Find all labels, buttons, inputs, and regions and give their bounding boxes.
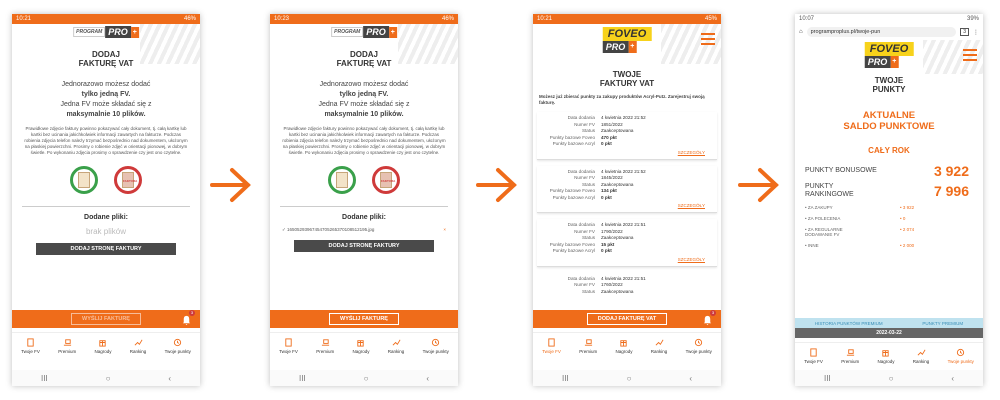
- browser-bar: [795, 24, 983, 40]
- screen-add-invoice-with-file: [270, 14, 458, 386]
- invoice-icon: [26, 338, 35, 347]
- invoice-card: Data dodania 4 kwietnia 2022 21:51 Numer FV 1760/2022 Status Zaakceptowana: [567, 275, 646, 294]
- menu-icon[interactable]: [963, 49, 977, 64]
- flow-arrow-icon: [210, 167, 252, 203]
- recent-apps-button[interactable]: III: [40, 373, 48, 383]
- breakdown-row: • ZA REGULARNE DODAWANIE FV • 2 074: [805, 227, 915, 237]
- system-nav-bar: [270, 370, 458, 386]
- send-bar: [270, 310, 458, 328]
- nav-premium[interactable]: Premium: [579, 338, 597, 354]
- bonus-points-value: 3 922: [933, 163, 969, 179]
- invoice-icon: [547, 338, 556, 347]
- no-files-text: brak plików: [85, 227, 126, 236]
- ranking-points-value: 7 996: [933, 183, 969, 199]
- gift-icon: [881, 348, 890, 357]
- bad-photo-example-icon: FAKTURA: [114, 166, 142, 194]
- chart-icon: [392, 338, 401, 347]
- history-icon: [694, 338, 703, 347]
- status-time: 10:21: [16, 16, 32, 22]
- screen-points-balance: [795, 14, 983, 386]
- bell-icon[interactable]: [181, 310, 194, 324]
- battery-level: 46%: [441, 16, 454, 22]
- details-link[interactable]: SZCZEGÓŁY: [677, 256, 705, 262]
- photo-examples: [12, 166, 200, 194]
- gift-icon: [356, 338, 365, 347]
- history-icon: [956, 348, 965, 357]
- history-icon: [431, 338, 440, 347]
- gift-icon: [98, 338, 107, 347]
- breakdown-row: • ZA POLECENIA • 0: [805, 216, 906, 221]
- breakdown-row: • ZA ZAKUPY • 3 922: [805, 205, 915, 210]
- page-title: DODAJ FAKTURĘ VAT: [78, 50, 134, 68]
- details-link[interactable]: SZCZEGÓŁY: [677, 149, 705, 155]
- nav-rewards[interactable]: Nagrody: [352, 338, 369, 354]
- invoice-icon: [809, 348, 818, 357]
- status-time: 10:23: [274, 16, 290, 22]
- tab-premium-points[interactable]: PUNKTY PREMIUM: [922, 320, 964, 326]
- photo-guidance: Prawidłowe zdjęcie faktury powinno pokazywać cały dokument, tj. całą kartkę lub kartki bez ucinania jakichkolwiek informacji zawartych na fakturze. Podczas robienia zdjęcia telefon należy trzymać bezpośrednio nad dokumentem, ułożonym na płaskiej powierzchni. Prosimy o robienie zdjęć w orientacji pionowej, w dobrym świetle. Po wykonaniu zdjęcia prosimy o sprawdzenie czy jest ono czytelne.: [282, 126, 446, 155]
- nav-ranking[interactable]: Ranking: [388, 338, 405, 354]
- gift-hand-icon: [63, 338, 72, 347]
- add-invoice-bar: [533, 310, 721, 328]
- upload-intro: Jednorazowo możesz dodać tylko jedną FV. Jedna FV może składać się z maksymalnie 10 plików.: [60, 81, 152, 118]
- flow-arrow-icon: [476, 167, 518, 203]
- file-name: ✓ 16505293967454705265370108512195.jpg: [282, 227, 375, 232]
- page-title: DODAJ FAKTURĘ VAT: [336, 50, 392, 68]
- nav-ranking[interactable]: Ranking: [913, 348, 930, 364]
- home-button[interactable]: ○: [888, 373, 894, 383]
- flow-arrow-icon: [738, 167, 780, 203]
- status-time: 10:07: [799, 16, 815, 22]
- app-header: [795, 40, 983, 74]
- nav-premium[interactable]: Premium: [841, 348, 859, 364]
- program-pro-logo[interactable]: PROGRAM PRO +: [73, 26, 139, 38]
- good-photo-example-icon: [70, 166, 98, 194]
- recent-apps-button[interactable]: III: [561, 373, 569, 383]
- nav-invoices[interactable]: Twoje FV: [542, 338, 561, 354]
- gift-hand-icon: [846, 348, 855, 357]
- gift-hand-icon: [584, 338, 593, 347]
- gift-hand-icon: [321, 338, 330, 347]
- system-nav-bar: [533, 370, 721, 386]
- add-invoice-page-button[interactable]: DODAJ STRONĘ FAKTURY: [36, 243, 176, 255]
- photo-guidance: Prawidłowe zdjęcie faktury powinno pokazywać cały dokument, tj. całą kartkę lub kartki bez ucinania jakichkolwiek informacji zawartych na fakturze. Podczas robienia zdjęcia telefon należy trzymać bezpośrednio nad dokumentem, ułożonym na płaskiej powierzchni. Prosimy o robienie zdjęć w orientacji pionowej, w dobrym świetle. Po wykonaniu zdjęcia prosimy o sprawdzenie czy jest ono czytelne.: [24, 126, 188, 155]
- foveo-pro-logo[interactable]: FOVEO PRO +: [603, 27, 652, 53]
- details-link[interactable]: SZCZEGÓŁY: [677, 203, 705, 208]
- home-button[interactable]: ○: [363, 373, 369, 383]
- tab-premium-history[interactable]: HISTORIA PUNKTÓW PREMIUM: [814, 320, 883, 326]
- balance-heading: AKTUALNE SALDO PUNKTOWE: [843, 110, 935, 132]
- app-header: [270, 24, 458, 68]
- added-files-label: Dodane pliki:: [84, 214, 128, 221]
- page-title: TWOJE PUNKTY: [872, 76, 906, 94]
- status-bar: [795, 14, 983, 24]
- history-date: 2022-03-22: [795, 328, 983, 338]
- status-bar: [12, 14, 200, 24]
- send-bar: [12, 310, 200, 328]
- home-button[interactable]: ○: [105, 373, 111, 383]
- gift-icon: [619, 338, 628, 347]
- chart-icon: [134, 338, 143, 347]
- bottom-nav: [533, 332, 721, 358]
- nav-points[interactable]: Twoje punkty: [165, 338, 191, 354]
- back-button[interactable]: ‹: [689, 373, 693, 383]
- url-input[interactable]: programproplus.pl/twoje-pun: [807, 27, 957, 37]
- upload-intro: Jednorazowo możesz dodać tylko jedną FV. Jedna FV może składać się z maksymalnie 10 plików.: [318, 81, 410, 118]
- nav-ranking[interactable]: Ranking: [130, 338, 147, 354]
- recent-apps-button[interactable]: III: [298, 373, 306, 383]
- app-header: [533, 24, 721, 64]
- add-invoice-page-button[interactable]: DODAJ STRONĘ FAKTURY: [294, 240, 434, 252]
- battery-level: 46%: [183, 16, 196, 22]
- bad-photo-example-icon: FAKTURA: [372, 166, 400, 194]
- remove-file-icon[interactable]: ×: [443, 227, 446, 232]
- more-options-icon[interactable]: ⋮: [973, 29, 979, 36]
- points-tabs: [795, 318, 983, 328]
- screen-add-invoice-empty: [12, 14, 200, 386]
- invoices-intro: Możesz już zbierać punkty za zakupy produktów Acryl-Putz. Zarejestruj swoją fakturę.: [539, 94, 705, 105]
- invoice-card: Data dodania 4 kwietnia 2022 21:51 Numer FV 1790/2022 Status Zaakceptowana Punkty bazowe Foveo 15 pkt Punkty bazowe Acryl 0 pkt SZCZEGÓŁY: [537, 219, 717, 267]
- home-button[interactable]: ○: [626, 373, 632, 383]
- invoice-card: Data dodania 4 kwietnia 2022 21:52 Numer FV 1845/2022 Status Zaakceptowana Punkty bazowe Foveo 134 pkt Punkty bazowe Acryl 0 pkt SZCZEGÓŁY: [537, 166, 717, 214]
- program-pro-logo[interactable]: PROGRAM PRO +: [331, 26, 397, 38]
- recent-apps-button[interactable]: III: [823, 373, 831, 383]
- send-invoice-button[interactable]: WYŚLIJ FAKTURĘ: [71, 313, 141, 325]
- nav-points[interactable]: Twoje punkty: [686, 338, 712, 354]
- home-icon[interactable]: ⌂: [799, 29, 803, 35]
- app-header: [12, 24, 200, 68]
- ranking-points-row: PUNKTY RANKINGOWE 7 996: [805, 183, 969, 199]
- breakdown-row: • INNE • 2 000: [805, 243, 915, 248]
- nav-rewards[interactable]: Nagrody: [615, 338, 632, 354]
- menu-icon[interactable]: [701, 33, 715, 48]
- bottom-nav: [12, 332, 200, 358]
- bonus-points-row: PUNKTY BONUSOWE 3 922: [805, 163, 969, 179]
- tab-count[interactable]: 3: [960, 28, 969, 36]
- chart-icon: [917, 348, 926, 357]
- added-files-label: Dodane pliki:: [342, 214, 386, 221]
- status-time: 10:21: [537, 16, 553, 22]
- nav-invoices[interactable]: Twoje FV: [21, 338, 40, 354]
- bottom-nav: [795, 342, 983, 368]
- nav-points[interactable]: Twoje punkty: [948, 348, 974, 364]
- back-button[interactable]: ‹: [951, 373, 955, 383]
- nav-invoices[interactable]: Twoje FV: [279, 338, 298, 354]
- send-invoice-button[interactable]: WYŚLIJ FAKTURĘ: [329, 313, 399, 325]
- nav-points[interactable]: Twoje punkty: [423, 338, 449, 354]
- system-nav-bar: [795, 370, 983, 386]
- nav-premium[interactable]: Premium: [316, 338, 334, 354]
- add-invoice-button[interactable]: DODAJ FAKTURĘ VAT: [587, 313, 667, 325]
- back-button[interactable]: ‹: [168, 373, 172, 383]
- chart-icon: [655, 338, 664, 347]
- screen-invoice-list: [533, 14, 721, 386]
- battery-level: 45%: [704, 16, 717, 22]
- history-icon: [173, 338, 182, 347]
- bell-icon[interactable]: [702, 310, 715, 324]
- back-button[interactable]: ‹: [426, 373, 430, 383]
- photo-examples: [270, 166, 458, 194]
- nav-rewards[interactable]: Nagrody: [877, 348, 894, 364]
- notification-badge: 3: [190, 310, 194, 315]
- battery-level: 39%: [966, 16, 979, 22]
- invoice-icon: [284, 338, 293, 347]
- nav-rewards[interactable]: Nagrody: [94, 338, 111, 354]
- notification-badge: 3: [711, 310, 715, 315]
- period-label: CAŁY ROK: [868, 146, 910, 155]
- nav-invoices[interactable]: Twoje FV: [804, 348, 823, 364]
- file-list-item: [282, 227, 446, 233]
- foveo-pro-logo[interactable]: FOVEO PRO +: [865, 42, 914, 68]
- nav-premium[interactable]: Premium: [58, 338, 76, 354]
- system-nav-bar: [12, 370, 200, 386]
- invoice-card: Data dodania 4 kwietnia 2022 21:52 Numer FV 1851/2022 Status Zaakceptowana Punkty bazowe Foveo 470 pkt Punkty bazowe Acryl 0 pkt SZCZEGÓŁY: [537, 112, 717, 160]
- good-photo-example-icon: [328, 166, 356, 194]
- page-title: TWOJE FAKTURY VAT: [599, 70, 655, 88]
- bottom-nav: [270, 332, 458, 358]
- nav-ranking[interactable]: Ranking: [651, 338, 668, 354]
- status-bar: [533, 14, 721, 24]
- status-bar: [270, 14, 458, 24]
